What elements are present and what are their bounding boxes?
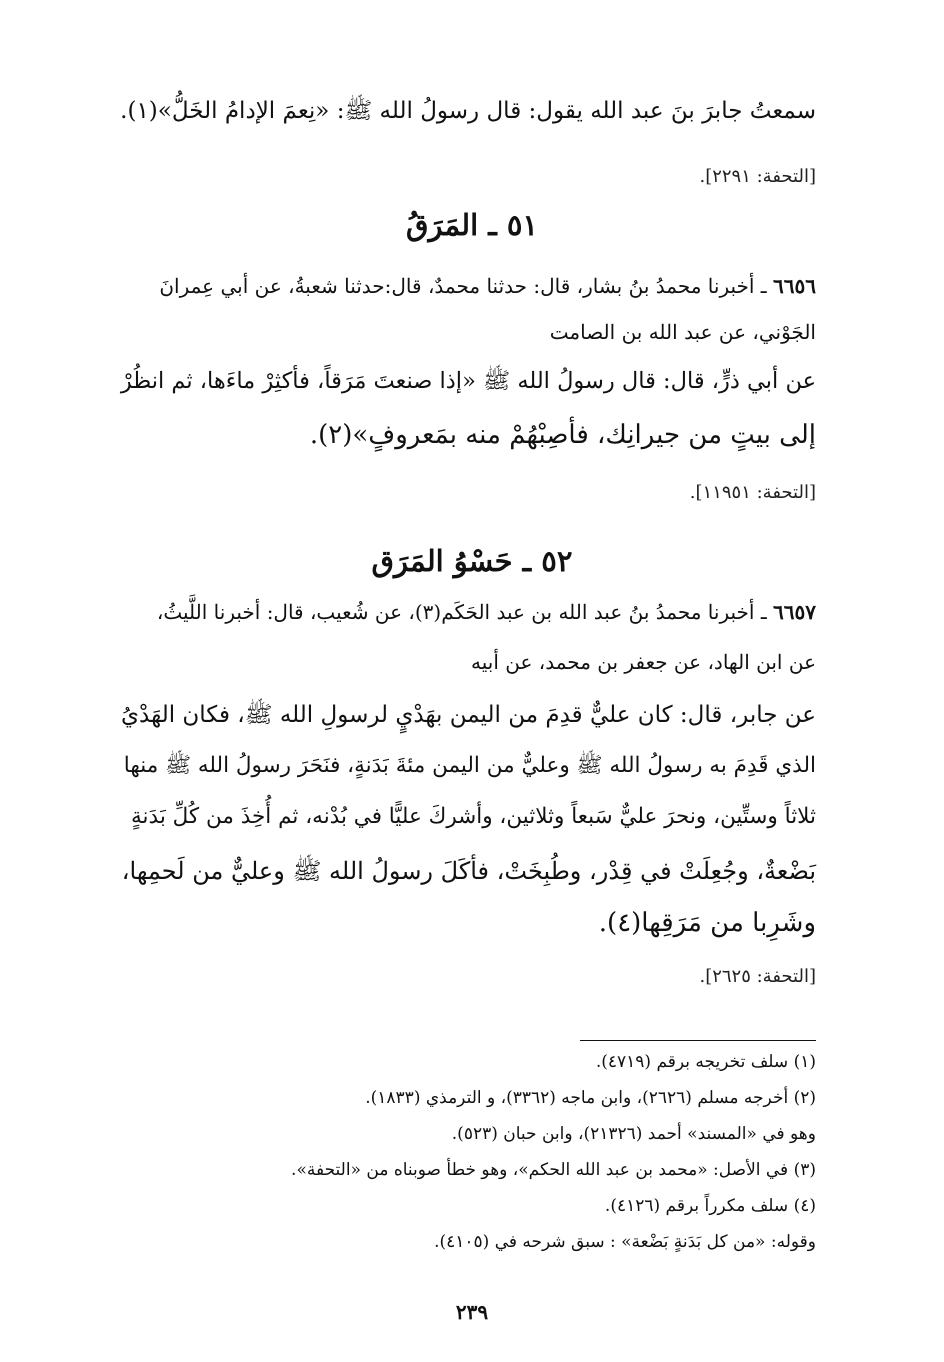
chapter-51-heading: ٥١ ـ المَرَقُ — [405, 208, 538, 242]
footnote-4-continued: وقوله: «من كل بَدَنةٍ بَضْعة» : سبق شرحه في (٤١٠٥). — [434, 1232, 816, 1252]
hadith-6655-text: سمعتُ جابرَ بنَ عبد الله يقول: قال رسولُ الله ﷺ: «نِعمَ الإدامُ الخَلُّ»(١). — [120, 98, 816, 124]
footnote-3: (٣) في الأصل: «محمد بن عبد الله الحكم»، وهو خطأ صوبناه من «التحفة». — [291, 1160, 816, 1180]
hadith-6656-tuhfa-ref: [التحفة: ١١٩٥١]. — [689, 482, 816, 503]
footnote-2-continued: وهو في «المسند» أحمد (٢١٣٢٦)، وابن حبان (٥٢٣). — [451, 1124, 816, 1144]
hadith-6657-matn-line-5: وشَرِبا من مَرَقِها(٤). — [598, 908, 816, 938]
page-number: ٢٣٩ — [455, 1300, 489, 1324]
hadith-6656-isnad-line-2: الجَوْني، عن عبد الله بن الصامت — [549, 320, 816, 344]
hadith-6657-matn-line-1: عن جابر، قال: كان عليٌّ قدِمَ من اليمن بهَدْيٍ لرسولِ الله ﷺ، فكان الهَدْيُ — [121, 702, 816, 728]
hadith-6656-number: ٦٦٥٦ — [773, 274, 816, 298]
hadith-6657-isnad-line-2: عن ابن الهاد، عن جعفر بن محمد، عن أبيه — [471, 650, 816, 674]
hadith-6657-number: ٦٦٥٧ — [773, 600, 816, 624]
hadith-6657-matn-line-3: ثلاثاً وستِّين، ونحرَ عليٌّ سَبعاً وثلاثين، وأشركَ عليًّا في بُدْنه، ثم أُخِذَ من كُلِّ بَدَنةٍ — [131, 804, 816, 829]
hadith-6656-isnad-line-1 — [116, 274, 816, 298]
hadith-6657-isnad-line-1 — [116, 600, 816, 624]
hadith-6657-tuhfa-ref: [التحفة: ٢٦٢٥]. — [699, 966, 816, 987]
hadith-6657-matn-line-2: الذي قَدِمَ به رسولُ الله ﷺ وعليٌّ من اليمن مئةَ بَدَنةٍ، فنَحَرَ رسولُ الله ﷺ منها — [123, 753, 816, 778]
chapter-52-heading: ٥٢ ـ حَسْوُ المَرَق — [371, 544, 573, 578]
hadith-6656-isnad-1: ـ أخبرنا محمدُ بنُ بشار، قال: حدثنا محمدٌ، قال:حدثنا شعبةُ، عن أبي عِمرانَ — [159, 274, 774, 298]
footnote-1: (١) سلف تخريجه برقم (٤٧١٩). — [595, 1052, 816, 1072]
hadith-6657-matn-line-4: بَضْعةٌ، وجُعِلَتْ في قِدْر، وطُبِخَتْ، فأكَلَ رسولُ الله ﷺ وعليٌّ من لَحمِها، — [121, 857, 816, 885]
hadith-6656-matn-line-2: إلى بيتٍ من جيرانِك، فأصِبْهُمْ منه بمَعروفٍ»(٢). — [309, 420, 816, 450]
hadith-6655-tuhfa-ref: [التحفة: ٢٢٩١]. — [699, 166, 816, 187]
hadith-6657-isnad-1: ـ أخبرنا محمدُ بنُ عبد الله بن عبد الحَكَم(٣)، عن شُعيب، قال: أخبرنا اللَّيثُ، — [156, 600, 774, 624]
footnote-2: (٢) أخرجه مسلم (٢٦٢٦)، وابن ماجه (٣٣٦٢)، و الترمذي (١٨٣٣). — [365, 1088, 816, 1108]
hadith-6656-matn-line-1: عن أبي ذرٍّ، قال: قال رسولُ الله ﷺ «إذا صنعتَ مَرَقاً، فأكثِرْ ماءَها، ثم انظُرْ — [120, 368, 816, 394]
footnote-4: (٤) سلف مكرراً برقم (٤١٢٦). — [604, 1196, 816, 1216]
footnote-separator — [580, 1040, 816, 1041]
